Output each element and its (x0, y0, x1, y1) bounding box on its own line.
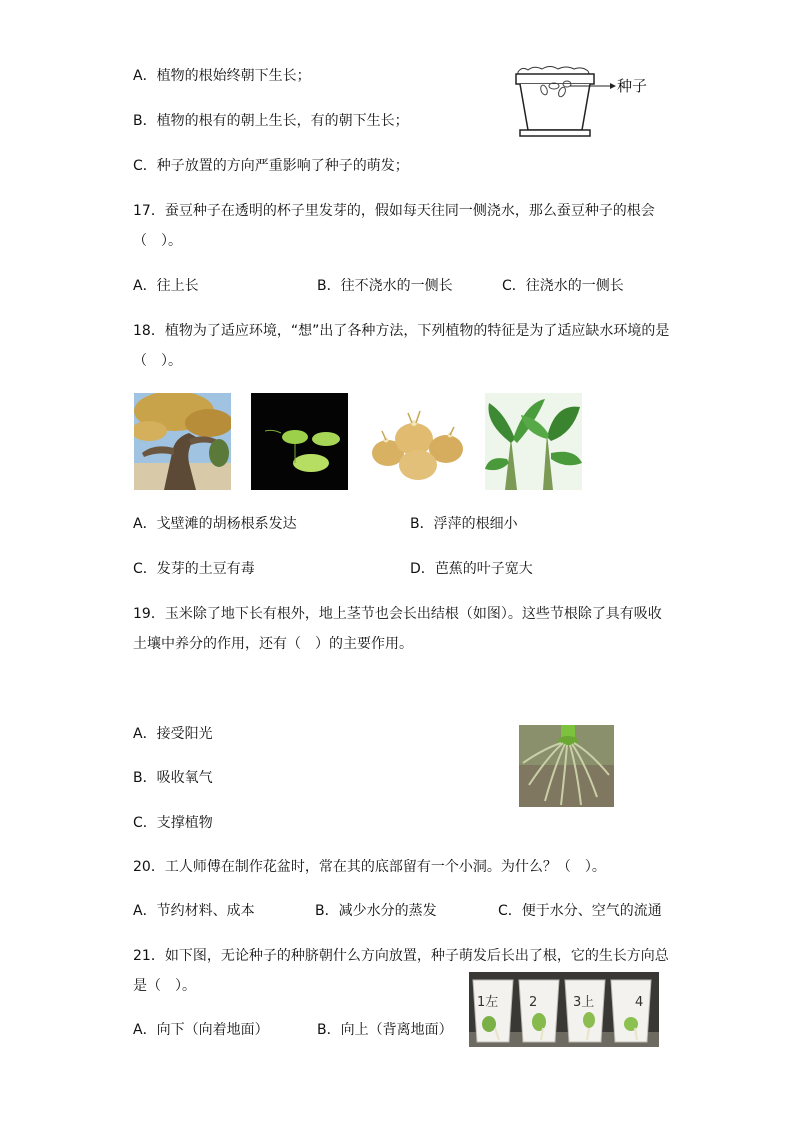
q18-option-d: D．芭蕉的叶子宽大 (410, 561, 533, 577)
q17-option-b: B．往不浇水的一侧长 (317, 278, 453, 294)
q21-option-b: B．向上（背离地面） (317, 1022, 453, 1038)
flowerpot-diagram (512, 64, 652, 140)
q19-option-b: B．吸收氧气 (133, 770, 213, 786)
q16-option-b: B．植物的根有的朝上生长，有的朝下生长； (133, 113, 409, 129)
q18-option-b: B．浮萍的根细小 (410, 516, 518, 532)
q21-stem-line2: 是（ ）。 (133, 978, 196, 994)
cup-label-3: 3上 (573, 995, 595, 1010)
poplar-tree-photo (134, 393, 231, 490)
germinating-seeds-cups-photo (469, 972, 659, 1047)
q17-stem-line1: 17．蚕豆种子在透明的杯子里发芽的，假如每天往同一侧浇水，那么蚕豆种子的根会 (133, 203, 655, 219)
banana-plant-photo (485, 393, 582, 490)
corn-prop-roots-photo (519, 725, 614, 807)
q18-option-a: A．戈壁滩的胡杨根系发达 (133, 516, 297, 532)
q17-option-c: C．往浇水的一侧长 (502, 278, 624, 294)
potato-photo (368, 393, 465, 490)
q16-option-c: C．种子放置的方向严重影响了种子的萌发； (133, 158, 409, 174)
q20-option-c: C．便于水分、空气的流通 (498, 903, 662, 919)
q16-option-a: A．植物的根始终朝下生长； (133, 68, 311, 84)
q19-stem-line2: 土壤中养分的作用，还有（ ）的主要作用。 (133, 636, 413, 652)
q19-option-a: A．接受阳光 (133, 726, 213, 742)
q19-option-c: C．支撑植物 (133, 815, 213, 831)
q18-option-c: C．发芽的土豆有毒 (133, 561, 255, 577)
q20-option-a: A．节约材料、成本 (133, 903, 255, 919)
seed-label: 种子 (617, 77, 648, 95)
duckweed-photo (251, 393, 348, 490)
q21-option-a: A．向下（向着地面） (133, 1022, 269, 1038)
q18-stem-line2: （ ）。 (133, 353, 182, 369)
q19-stem-line1: 19．玉米除了地下长有根外，地上茎节也会长出结根（如图）。这些节根除了具有吸收 (133, 606, 662, 622)
q17-stem-line2: （ ）。 (133, 233, 182, 249)
cup-label-4: 4 (635, 995, 644, 1010)
q17-option-a: A．往上长 (133, 278, 199, 294)
q18-stem-line1: 18．植物为了适应环境，“想”出了各种方法，下列植物的特征是为了适应缺水环境的是 (133, 323, 670, 339)
cup-label-2: 2 (529, 995, 538, 1010)
q20-option-b: B．减少水分的蒸发 (315, 903, 437, 919)
q21-stem-line1: 21．如下图，无论种子的种脐朝什么方向放置，种子萌发后长出了根，它的生长方向总 (133, 948, 669, 964)
cup-label-1: 1左 (477, 995, 499, 1010)
q20-stem: 20．工人师傅在制作花盆时，常在其的底部留有一个小洞。为什么？（ ）。 (133, 859, 606, 875)
